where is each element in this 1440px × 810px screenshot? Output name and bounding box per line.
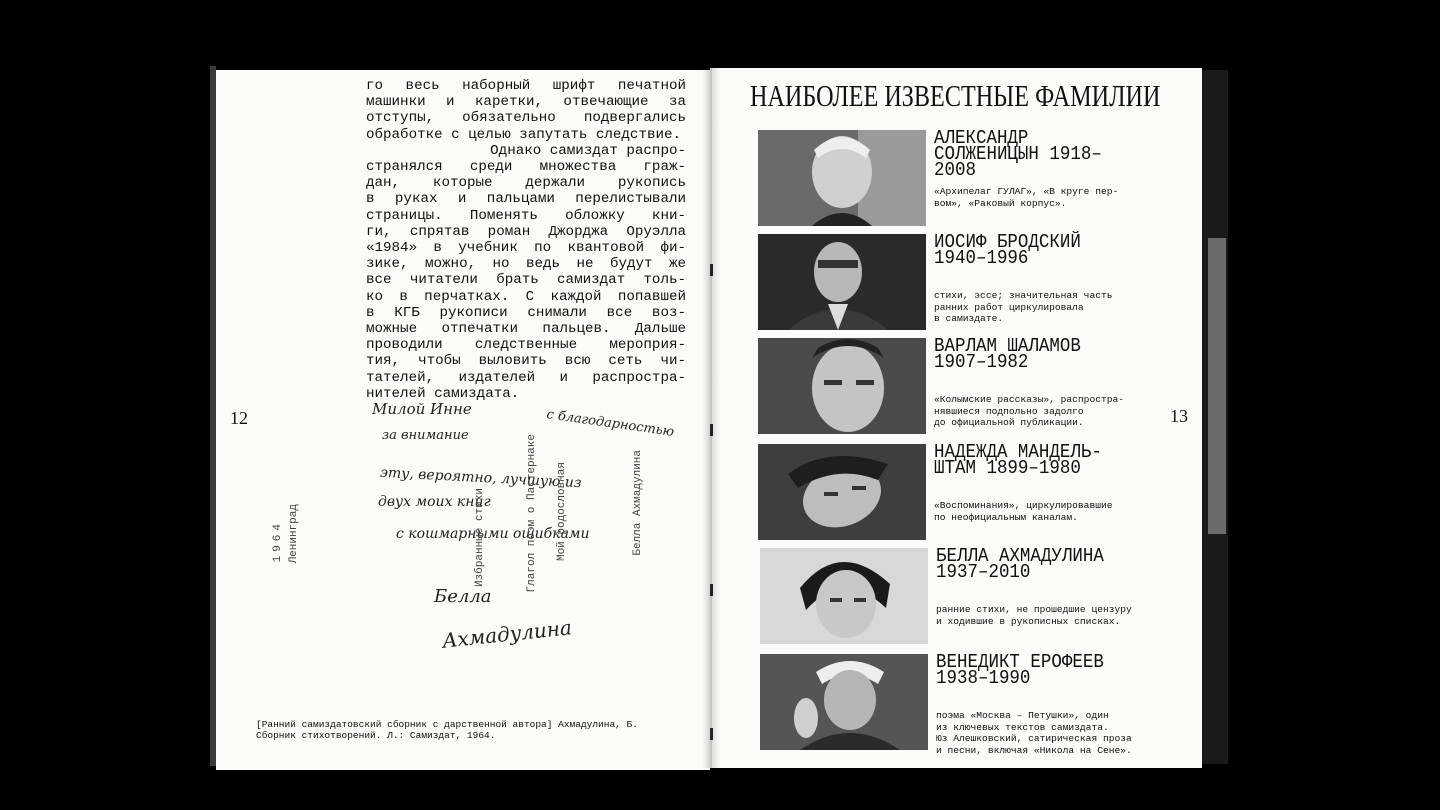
open-book — [212, 68, 1204, 768]
body-text-line: го весь наборный шрифт печатной — [366, 78, 686, 94]
author-entry — [760, 545, 1180, 644]
bleed-through-text: Белла Ахмадулина — [632, 450, 644, 556]
bleed-through-text: Избранные стихи — [474, 488, 486, 588]
author-entry — [758, 335, 1178, 434]
image-caption — [256, 720, 686, 741]
bleed-through-year: 1964 — [272, 520, 284, 563]
author-name: ИОСИФ БРОДСКИЙ 1940–1996 — [934, 231, 1081, 269]
book-gutter — [702, 68, 720, 768]
body-text-line: можные отпечатки пальцев. Дальше — [366, 321, 686, 338]
body-text-line: Однако самиздат распро- — [490, 142, 686, 159]
handwriting-line: за внимание — [382, 428, 469, 443]
body-text-line: зике, можно, но ведь не будут же — [366, 256, 686, 273]
page-heading: НАИБОЛЕЕ ИЗВЕСТНЫЕ ФАМИЛИИ — [750, 78, 1161, 113]
signature-line: Ахмадулина — [441, 615, 573, 653]
portrait-photo — [758, 338, 926, 434]
ribbon-strip — [1208, 238, 1226, 534]
bleed-through-city: Ленинград — [288, 504, 300, 564]
handwriting-line: Милой Инне — [372, 400, 472, 418]
body-text-line: ги, спрятав роман Джорджа Оруэлла — [366, 223, 686, 240]
page-number-left: 12 — [230, 408, 248, 428]
author-works: «Архипелаг ГУЛАГ», «В круге пер- вом», «Раковый корпус». — [934, 186, 1119, 209]
dedication-inscription — [356, 390, 676, 670]
portrait-photo — [760, 548, 928, 644]
author-name: НАДЕЖДА МАНДЕЛЬ- ШТАМ 1899–1980 — [934, 441, 1102, 479]
caption-line: [Ранний самиздатовский сборник с дарственной автора] Ахмадулина, Б. — [256, 719, 638, 730]
author-works: поэма «Москва – Петушки», один из ключевых текстов самиздата. Юз Алешковский, сатирическая проза и песни, включая «Никола на Сене». — [936, 710, 1132, 756]
author-name: ВАРЛАМ ШАЛАМОВ 1907–1982 — [934, 335, 1081, 373]
body-text-line: страницы. Поменять обложку кни- — [366, 207, 686, 224]
body-text-line: нителей самиздата. — [366, 385, 520, 402]
portrait-photo — [758, 444, 926, 540]
author-name: АЛЕКСАНДР СОЛЖЕНИЦЫН 1918– 2008 — [934, 127, 1102, 181]
author-works: стихи, эссе; значительная часть ранних работ циркулировала в самиздате. — [934, 290, 1113, 324]
body-text-line: обработке с целью запутать следствие. — [366, 126, 682, 143]
portrait-photo — [758, 130, 926, 226]
handwriting-line: эту, вероятно, лучшую из — [379, 464, 582, 492]
handwriting-line: с благодарностью — [545, 407, 676, 440]
bleed-through-text: Мой родословная — [556, 462, 568, 562]
author-entry — [758, 441, 1178, 540]
body-text-line: проводили следственные мероприя- — [366, 337, 686, 354]
right-page — [710, 68, 1202, 768]
binding-stitch — [710, 584, 713, 596]
portrait-photo — [758, 234, 926, 330]
body-text-line: тателей, издателей и распростра- — [366, 369, 686, 386]
author-works: «Колымские рассказы», распростра- нявшиеся подпольно задолго до официальной публикации. — [934, 394, 1124, 428]
body-text-line: в руках и пальцами перелистывали — [366, 191, 686, 208]
body-text-line: дан, которые держали рукопись — [366, 175, 686, 192]
body-text-line: «1984» в учебник по квантовой фи- — [366, 240, 686, 257]
handwriting-line: с кошмарными ошибками — [396, 526, 590, 542]
portrait-photo — [760, 654, 928, 750]
binding-stitch — [710, 728, 713, 740]
author-entry — [758, 127, 1178, 226]
author-entry — [760, 651, 1180, 756]
signature-line: Белла — [434, 586, 492, 607]
binding-stitch — [710, 264, 713, 276]
body-text-line: машинки и каретки, отвечающие за — [366, 94, 686, 111]
body-text-line: все читатели брать самиздат толь- — [366, 272, 686, 289]
caption-line: Сборник стихотворений. Л.: Самиздат, 1964. — [256, 729, 496, 741]
body-text-line: тия, чтобы выловить всю сеть чи- — [366, 353, 686, 370]
binding-stitch — [710, 424, 713, 436]
body-text-line: отступы, обязательно подвергались — [366, 110, 686, 127]
author-name: БЕЛЛА АХМАДУЛИНА 1937–2010 — [936, 545, 1104, 583]
left-page — [216, 70, 710, 770]
body-text-line: ко в перчатках. С каждой попавшей — [366, 288, 686, 305]
page-number-right: 13 — [1170, 406, 1188, 426]
author-works: «Воспоминания», циркулировавшие по неофициальным каналам. — [934, 500, 1113, 523]
body-text-line: странялся среди множества граж- — [366, 159, 686, 176]
author-name: ВЕНЕДИКТ ЕРОФЕЕВ 1938–1990 — [936, 651, 1104, 689]
bleed-through-text: Глагол поэм о Пастернаке — [526, 434, 538, 593]
author-works: ранние стихи, не прошедшие цензуру и ходившие в рукописных списках. — [936, 604, 1132, 627]
body-text-line: в КГБ рукописи снимали все воз- — [366, 304, 686, 321]
body-text — [366, 78, 686, 402]
handwriting-line: двух моих книг — [378, 494, 491, 510]
author-entry — [758, 231, 1178, 330]
